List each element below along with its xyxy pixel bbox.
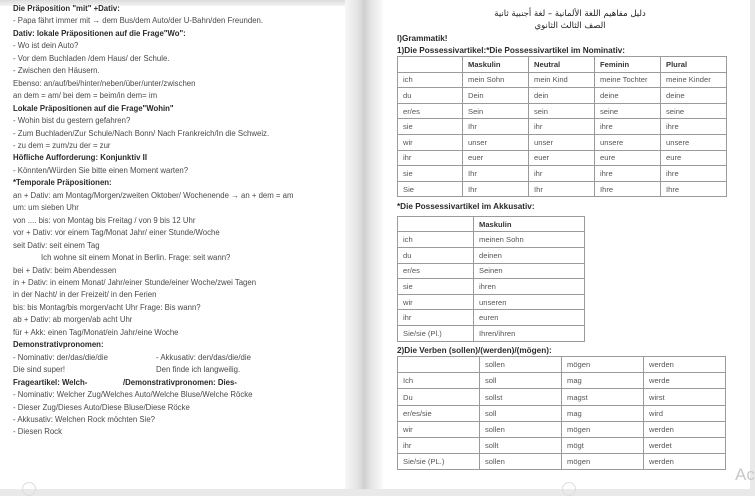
table-cell: mögen [562, 454, 644, 470]
text-line: Ebenso: an/auf/bei/hinter/neben/über/unter/zwischen [13, 78, 196, 88]
table-cell: Ihr [463, 166, 529, 182]
table-row [398, 389, 726, 405]
page-marker-icon [562, 482, 576, 496]
table-cell: unsere [661, 134, 727, 150]
table-row [398, 232, 585, 248]
section-title: I)Grammatik! [397, 34, 448, 43]
frageartikel-line: - Dieser Zug/Dieses Auto/Diese Bluse/Diese Röcke [13, 402, 190, 412]
table-header-cell: mögen [562, 357, 644, 373]
table-cell: sollt [480, 438, 562, 454]
table-cell: seine [661, 103, 727, 119]
table-row [398, 279, 585, 295]
table-row [398, 454, 726, 470]
table-row [398, 119, 727, 135]
table-row [398, 166, 727, 182]
table-cell: meinen Sohn [474, 232, 585, 248]
table-cell: mag [562, 405, 644, 421]
table-row [398, 72, 727, 88]
text-line: seit Dativ: seit einem Tag [13, 240, 100, 250]
table-row [398, 421, 726, 437]
table-cell: ihre [661, 166, 727, 182]
table-cell: ich [398, 72, 463, 88]
text-line: bis: bis Montag/bis morgen/acht Uhr Frage: Bis wann? [13, 302, 201, 312]
table-row [398, 326, 585, 342]
table-cell: du [398, 248, 474, 264]
text-line: - Wo ist dein Auto? [13, 41, 79, 51]
table-cell: deine [595, 88, 661, 104]
table-cell: wird [644, 405, 726, 421]
frageartikel-heading-b: /Demonstrativpronomen: Dies- [123, 377, 237, 387]
table-cell: wir [398, 421, 480, 437]
table-cell: soll [480, 405, 562, 421]
text-line: von .... bis: von Montag bis Freitag / von 9 bis 12 Uhr [13, 215, 196, 225]
table-cell: meine Tochter [595, 72, 661, 88]
table-cell: mein Kind [529, 72, 595, 88]
text-line: - Zwischen den Häusern. [13, 66, 100, 76]
table-cell: mögen [562, 421, 644, 437]
table-header-row [398, 216, 585, 232]
table-cell: er/es [398, 263, 474, 279]
text-line: - Wohin bist du gestern gefahren? [13, 116, 131, 126]
table-header-cell [398, 357, 480, 373]
table-row [398, 373, 726, 389]
arabic-title: دليل مفاهيم اللغة الألمانية – لغة أجنبية ثانية [494, 9, 646, 19]
table-cell: ihre [595, 119, 661, 135]
arabic-subtitle: الصف الثالث الثانوي [534, 21, 606, 31]
table-cell: euren [474, 310, 585, 326]
table-cell: Sie/sie (PL.) [398, 454, 480, 470]
table-header-cell: sollen [480, 357, 562, 373]
table-row [398, 88, 727, 104]
demonstrativ-nominativ: - Nominativ: der/das/die/die [13, 352, 108, 362]
table-cell: werdet [644, 438, 726, 454]
section-heading: Lokale Präpositionen auf die Frage"Wohin" [13, 103, 174, 113]
text-line: Ich wohne sit einem Monat in Berlin. Frage: seit wann? [41, 253, 231, 263]
table-row [398, 248, 585, 264]
table-cell: Ihren/ihren [474, 326, 585, 342]
table-cell: sie [398, 166, 463, 182]
table-header-cell: Neutral [529, 57, 595, 73]
frageartikel-line: - Nominativ: Welcher Zug/Welches Auto/Welche Bluse/Welche Röcke [13, 390, 253, 400]
table-cell: sie [398, 279, 474, 295]
table-cell: sollen [480, 421, 562, 437]
table-cell: Ihre [661, 181, 727, 197]
table-cell: dein [529, 88, 595, 104]
table-cell: Ihre [595, 181, 661, 197]
nominativ-heading: 1)Die Possessivartikel:*Die Possessivartikel im Nominativ: [397, 45, 625, 55]
table-cell: mag [562, 373, 644, 389]
table-cell: seine [595, 103, 661, 119]
demonstrativ-akkusativ: - Akkusativ: den/das/die/die [156, 352, 251, 362]
nominativ-table [397, 56, 727, 197]
table-cell: magst [562, 389, 644, 405]
text-line: ab + Dativ: ab morgen/ab acht Uhr [13, 315, 133, 325]
table-row [398, 134, 727, 150]
left-lines [13, 3, 343, 352]
text-line: um: um sieben Uhr [13, 203, 79, 213]
table-header-row [398, 57, 727, 73]
table-cell: sollen [480, 454, 562, 470]
table-cell: ihre [595, 166, 661, 182]
table-cell: wirst [644, 389, 726, 405]
table-cell: sein [529, 103, 595, 119]
table-cell: sie [398, 119, 463, 135]
table-cell: Ihr [463, 119, 529, 135]
table-cell: ihren [474, 279, 585, 295]
text-line: - Papa fährt immer mit → dem Bus/dem Auto/der U-Bahn/den Freunden. [13, 16, 264, 26]
text-line: bei + Dativ: beim Abendessen [13, 265, 117, 275]
table-row [398, 181, 727, 197]
table-row [398, 103, 727, 119]
table-cell: Ihr [529, 181, 595, 197]
page-marker-icon [22, 482, 36, 496]
table-cell: meine Kinder [661, 72, 727, 88]
table-cell: ich [398, 232, 474, 248]
table-cell: euer [529, 150, 595, 166]
table-header-cell: Maskulin [463, 57, 529, 73]
book-gutter [345, 0, 383, 489]
table-cell: mögt [562, 438, 644, 454]
frageartikel-heading-a: Frageartikel: Welch- [13, 377, 88, 387]
table-row [398, 438, 726, 454]
text-line: - zu dem = zum/zu der = zur [13, 140, 111, 150]
table-row [398, 310, 585, 326]
table-cell: Ich [398, 373, 480, 389]
table-cell: ihre [661, 119, 727, 135]
table-cell: unser [529, 134, 595, 150]
table-cell: ihr [529, 119, 595, 135]
table-cell: unser [463, 134, 529, 150]
verben-table [397, 356, 726, 470]
table-cell: soll [480, 373, 562, 389]
left-page-content [13, 3, 343, 439]
frageartikel-line: - Akkusativ: Welchen Rock möchten Sie? [13, 414, 155, 424]
table-cell: ihr [398, 150, 463, 166]
right-page-content [397, 33, 742, 470]
table-cell: du [398, 88, 463, 104]
text-line: in der Nacht/ in der Freizeit/ in den Ferien [13, 290, 157, 300]
text-line: an dem = am/ bei dem = beim/in dem= im [13, 91, 158, 101]
table-row [398, 263, 585, 279]
table-cell: eure [661, 150, 727, 166]
demonstrativ-row-1 [13, 352, 343, 364]
table-cell: Seinen [474, 263, 585, 279]
table-header-cell: Plural [661, 57, 727, 73]
table-cell: werden [644, 454, 726, 470]
table-cell: euer [463, 150, 529, 166]
akkusativ-heading: *Die Possessivartikel im Akkusativ: [397, 202, 535, 212]
table-header-cell: Feminin [595, 57, 661, 73]
table-cell: werde [644, 373, 726, 389]
table-cell: ihr [529, 166, 595, 182]
table-cell: mein Sohn [463, 72, 529, 88]
table-cell: unseren [474, 294, 585, 310]
table-cell: werden [644, 421, 726, 437]
section-heading: Höfliche Aufforderung: Konjunktiv II [13, 153, 147, 163]
table-cell: sollst [480, 389, 562, 405]
section-heading: Demonstrativpronomen: [13, 340, 104, 350]
text-line: - Vor dem Buchladen /dem Haus/ der Schule. [13, 53, 170, 63]
akkusativ-table [397, 216, 585, 342]
table-header-cell: werden [644, 357, 726, 373]
frageartikel-heading [13, 377, 343, 389]
table-cell: Dein [463, 88, 529, 104]
table-header-cell [398, 57, 463, 73]
watermark-text: Ac [735, 465, 755, 484]
section-heading: *Temporale Präpositionen: [13, 178, 112, 188]
table-cell: Sie [398, 181, 463, 197]
text-line: für + Akk: einen Tag/Monat/ein Jahr/eine Woche [13, 327, 179, 337]
demonstrativ-row-2 [13, 364, 343, 376]
text-line: vor + Dativ: vor einem Tag/Monat Jahr/ einer Stunde/Woche [13, 228, 220, 238]
section-heading: Die Präposition "mit" +Dativ: [13, 4, 120, 13]
table-cell: Ihr [463, 181, 529, 197]
table-row [398, 150, 727, 166]
text-line: - Zum Buchladen/Zur Schule/Nach Bonn/ Nach Frankreich/In die Schweiz. [13, 128, 270, 138]
table-header-row [398, 357, 726, 373]
text-line: in + Dativ: in einem Monat/ Jahr/einer Stunde/einer Woche/zwei Tagen [13, 277, 257, 287]
table-cell: deinen [474, 248, 585, 264]
table-cell: Sie/sie (Pl.) [398, 326, 474, 342]
table-row [398, 405, 726, 421]
table-cell: eure [595, 150, 661, 166]
table-cell: ihr [398, 310, 474, 326]
text-line: - Könnten/Würden Sie bitte einen Moment warten? [13, 165, 189, 175]
table-cell: unsere [595, 134, 661, 150]
table-row [398, 294, 585, 310]
text-line: an + Dativ: am Montag/Morgen/zweiten Oktober/ Wochenende → an + dem = am [13, 190, 294, 200]
section-heading: Dativ: lokale Präpositionen auf die Frage"Wo": [13, 28, 186, 38]
table-cell: er/es/sie [398, 405, 480, 421]
verben-heading: 2)Die Verben (sollen)/(werden)/(mögen): [397, 345, 552, 355]
table-cell: er/es [398, 103, 463, 119]
demonstrativ-example-akk: Den finde ich langweilig. [156, 365, 241, 375]
table-cell: deine [661, 88, 727, 104]
table-cell: wir [398, 294, 474, 310]
table-cell: wir [398, 134, 463, 150]
table-header-cell: Maskulin [474, 216, 585, 232]
arabic-header [470, 8, 670, 32]
frageartikel-line: - Diesen Rock [13, 427, 62, 437]
table-cell: Sein [463, 103, 529, 119]
table-header-cell [398, 216, 474, 232]
table-cell: Du [398, 389, 480, 405]
table-cell: ihr [398, 438, 480, 454]
demonstrativ-example-nom: Die sind super! [13, 365, 66, 375]
